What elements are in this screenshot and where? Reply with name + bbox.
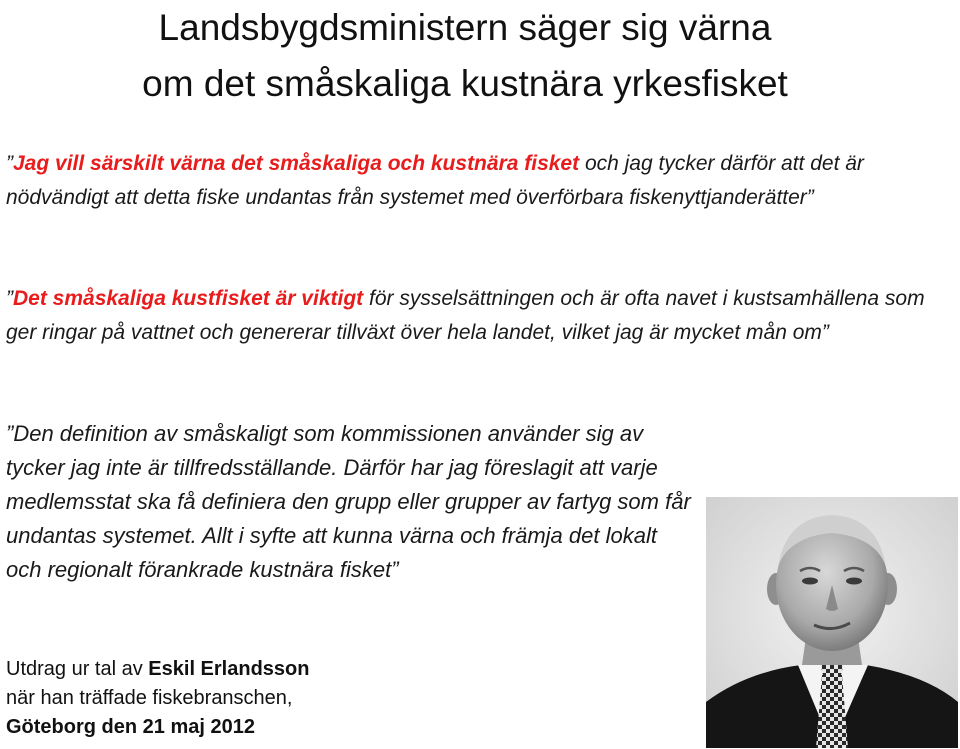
portrait-photo-icon	[706, 497, 958, 748]
title-line-1: Landsbygdsministern säger sig värna	[158, 7, 772, 48]
source-attribution	[6, 655, 309, 742]
speaker-name: Eskil Erlandsson	[148, 658, 310, 680]
quote-2	[6, 282, 946, 350]
quote-2-highlight: Det småskaliga kustfisket är viktigt	[13, 287, 364, 310]
source-line-2: när han träffade fiskebranschen,	[6, 687, 293, 709]
source-line-1	[6, 655, 309, 684]
source-prefix: Utdrag ur tal av	[6, 658, 149, 680]
source-line-3: Göteborg den 21 maj 2012	[6, 716, 255, 738]
quote-1	[6, 147, 946, 215]
title-line-2: om det småskaliga kustnära yrkesfisket	[142, 63, 788, 104]
quote-1-text: och jag tycker därför att det är nödvändigt att detta fiske undantas från systemet med överförbara fiskenyttjanderätter”	[6, 152, 864, 209]
quote-3: ”Den definition av småskaligt som kommissionen använder sig av tycker jag inte är tillfredsställande. Därför har jag föreslagit att varje medlemsstat ska få definiera den grupp eller grupper av fartyg som får undantas systemet. Allt i syfte att kunna värna och främja det lokalt och regionalt förankrade kustnära fisket”	[6, 421, 691, 582]
quote-2-open: ”	[6, 287, 13, 310]
slide-title	[0, 0, 930, 112]
quote-1-open: ”	[6, 152, 13, 175]
portrait-photo	[706, 497, 958, 748]
quote-1-highlight: Jag vill särskilt värna det småskaliga och kustnära fisket	[13, 152, 580, 175]
quote-2-text: för sysselsättningen och är ofta navet i kustsamhällena som ger ringar på vattnet och genererar tillväxt över hela landet, vilket jag är mycket mån om”	[6, 287, 925, 344]
